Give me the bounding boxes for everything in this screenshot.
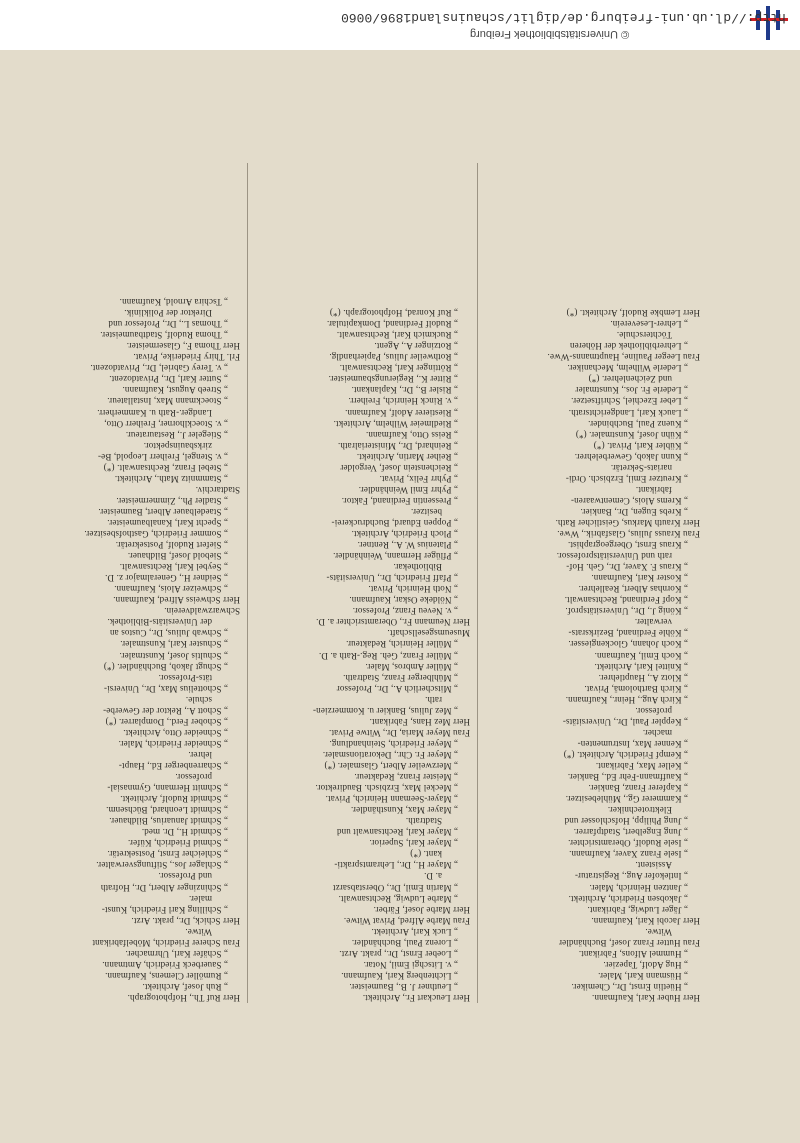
member-entry: „ Kenner Max, Instrumenten- — [577, 738, 688, 749]
member-entry: „ Ploch Friedrich, Architekt. — [351, 529, 458, 540]
member-entry: „ Lichtenberg Karl, Kaufmann. — [341, 970, 458, 981]
member-entry: „ Müller Franz, Geh. Reg.-Rath a. D. — [318, 650, 458, 661]
member-entry: „ Schuster Karl, Kunstmaler. — [120, 639, 228, 650]
member-entry: „ Kühn Josef, Kunstmaler. (*) — [575, 429, 688, 440]
member-entry: Frl. Thiry Friederike, Privat. — [133, 352, 240, 363]
member-entry: „ Schmidt Januarius, Bildhauer. — [109, 816, 228, 827]
member-entry: „ Mez Julius, Bankier u. Kommerzien- — [312, 705, 458, 716]
member-entry: „ Mayer Max, Kunsthändler. — [350, 805, 458, 816]
member-entry: „ Lehrerbibliothek der Höheren — [569, 341, 688, 352]
member-entry: „ Isele Rudolf, Oberamtsrichter. — [567, 838, 688, 849]
member-entry: a. D. — [424, 871, 442, 882]
column-divider — [247, 163, 248, 1003]
member-entry: „ Marbe Ludwig, Rechtsanwalt. — [338, 893, 458, 904]
member-entry: „ Scharrenberger Ed., Haupt- — [118, 761, 228, 772]
member-entry: „ Kirch Bartholomä, Privat. — [584, 683, 688, 694]
member-entry: „ Risler B., Dr., Kaplankant. — [351, 385, 458, 396]
member-entry: „ Schlager Jos., Stiftungsverwalter. — [96, 860, 228, 871]
member-entry: „ Jäger Ludwig, Fabrikant. — [587, 904, 688, 915]
member-entry: „ Kornhas Albert, Reallehrer. — [578, 584, 688, 595]
member-entry: „ Nöldeke Oskar, Kaufmann. — [349, 595, 458, 606]
member-entry: Stadtrath. — [405, 816, 442, 827]
viewer-header — [0, 0, 800, 51]
member-entry: „ Isele Franz Xaver, Kaufmann. — [568, 849, 688, 860]
member-entry: „ Pyhrr Emil Weinhändler. — [358, 484, 458, 495]
member-column-1 — [485, 143, 700, 1003]
member-entry: „ Kuenz Paul, Buchbinder. — [588, 418, 688, 429]
member-entry: „ Krebs Eugen, Dr., Bankier. — [580, 506, 688, 517]
member-entry: „ Jantzen Heinrich, Maler. — [589, 882, 688, 893]
member-entry: und Zeichenlehrer. (*) — [588, 374, 672, 385]
member-entry: „ Sauerbeck Friedrich, Amtmann. — [102, 959, 228, 970]
member-entry: „ Hummel Alfons, Fabrikant. — [578, 948, 688, 959]
member-entry: „ Kunn Jakob, Gewerbelehrer. — [574, 451, 688, 462]
member-entry: „ Schmitt Hermann, Gymnasial- — [107, 783, 228, 794]
member-entry: „ Kreutzer Emil, Erzbisch. Ordi- — [565, 473, 688, 484]
member-entry: Frau Scherer Friedrich, Möbelfabrikant — [92, 937, 240, 948]
member-entry: „ Leber Ezechiel, Schriftsetzer. — [571, 396, 688, 407]
member-entry: „ Röttinger Karl, Rechtsanwalt. — [339, 363, 458, 374]
member-entry: Herr Mez Hans, Fabrikant. — [369, 716, 470, 727]
member-entry: „ Leuthner J. B., Baumeister. — [349, 981, 458, 992]
member-entry: „ Intlekofer Aug., Registratur- — [574, 871, 688, 882]
member-entry: besitzer. — [410, 506, 442, 517]
member-entry: „ Schugt Jakob, Buchhändler. (*) — [103, 661, 228, 672]
member-entry: „ Schilling Karl Friedrich, Kunst- — [101, 904, 228, 915]
member-entry: Frau Hutter Franz Josef, Buchhändler — [558, 937, 700, 948]
source-url[interactable]: http://dl.ub.uni-freiburg.de/diglit/schauinsland1896/0060 — [341, 10, 786, 25]
member-entry: Herr Krauth Markus, Geistlicher Rath. — [555, 517, 700, 528]
member-entry: „ Hüsmann Karl, Maler. — [597, 970, 688, 981]
member-entry: „ Pressentin Ferdinand, Faktor. — [341, 495, 458, 506]
member-entry: lehrer. — [188, 749, 212, 760]
member-entry: „ Krems Alois, Cementwaaren- — [570, 495, 688, 506]
member-entry: Frau Krauss Julius, Glasfabrik., Wwe. — [557, 529, 700, 540]
member-entry: Töchterschule. — [616, 330, 672, 341]
member-entry: „ Pyhrr Felix, Privat. — [379, 473, 458, 484]
member-entry: Herr Schweiss Alfred, Kaufmann. — [113, 595, 240, 606]
member-entry: „ Seidner H., Generalmajor z. D. — [104, 573, 228, 584]
member-entry: Stadtarchiv. — [195, 484, 240, 495]
member-entry: „ Schneider Otto, Architekt. — [123, 727, 228, 738]
member-entry: „ Schober Ferd., Domplarrer. (*) — [105, 716, 228, 727]
member-entry: „ Mayer-Seemann Heinrich, Privat. — [325, 794, 458, 805]
member-entry: Bibliothekar. — [393, 562, 442, 573]
member-entry: „ Keppler Paul, Dr., Universitäts- — [562, 716, 688, 727]
member-entry: „ Reinhard, Dr., Ministerialrath. — [337, 440, 458, 451]
member-entry: „ Poppen Eduard, Buchdruckerei- — [331, 517, 458, 528]
member-entry: „ Müller Ambros, Maler. — [365, 661, 458, 672]
member-entry: „ Stammnitz Math., Architekt. — [114, 473, 228, 484]
column-divider — [477, 163, 478, 1003]
member-entry: „ Kapferer Franz, Bankier. — [588, 783, 688, 794]
member-entry: „ Ritter K., Regierungsbaumeister. — [328, 374, 458, 385]
member-entry: maler. — [188, 893, 212, 904]
member-entry: „ Schäfer Karl, Uhrmacher. — [125, 948, 228, 959]
member-entry: „ Sommer Friedrich, Gasthofsbesitzer. — [84, 529, 228, 540]
member-column-3 — [70, 143, 240, 1003]
member-list — [75, 143, 700, 1003]
member-entry: „ Koch Emil, Kaufmann. — [594, 650, 688, 661]
member-entry: „ Rothweiler Julius, Papierhandlg. — [329, 352, 458, 363]
member-entry: „ Lehrer-Lesevereín. — [610, 319, 688, 330]
member-entry: Schwarzwaldverein. — [164, 606, 240, 617]
member-entry: professor. — [635, 705, 672, 716]
member-entry: Herr Ruf Th., Hofphotograph. — [127, 993, 240, 1003]
member-entry: „ Mitscherlich A., Dr., Professor — [336, 683, 458, 694]
member-entry: „ Ruh Josef, Architekt. — [142, 981, 228, 992]
member-entry: „ Rumöller Clemens, Kaufmann. — [104, 970, 228, 981]
member-entry: Witwe. — [645, 926, 672, 937]
member-entry: „ Thoma Rudolf, Stadtbaumeister. — [100, 330, 228, 341]
member-entry: „ Meckel Max, Erzbisch. Baudirektor. — [315, 783, 458, 794]
member-entry: Assistent. — [635, 860, 672, 871]
member-entry: „ Schmidt Leonhard, Büchsenm. — [105, 805, 228, 816]
member-entry: „ Luck Karl, Architekt. — [371, 926, 458, 937]
member-entry: „ Pfaff Friedrich, Dr., Universitäts- — [326, 573, 458, 584]
member-entry: „ Mayer H., Dr., Lehramtsprakti- — [334, 860, 458, 871]
member-entry: „ Schneider Friedrich, Maler. — [118, 738, 228, 749]
page-content-rotated — [0, 50, 800, 1143]
member-entry: Herr Leuckart Fr., Architekt. — [362, 993, 470, 1003]
member-entry: „ Hug Adolf, Tapezier. — [603, 959, 688, 970]
member-entry: „ Knittel Karl, Architekt. — [594, 661, 688, 672]
member-column-2 — [255, 143, 470, 1003]
member-entry: „ Meyer Friedrich, Steinhandlung. — [329, 738, 458, 749]
member-entry: Herr Schick, Dr., prakt. Arzt. — [131, 915, 240, 926]
member-entry: „ Reiher Martin, Architekt. — [356, 451, 458, 462]
member-entry: „ Jung Philipp, Hofschlosser und — [564, 816, 688, 827]
member-entry: „ Schottelius Max, Dr., Universi- — [103, 683, 228, 694]
member-entry: „ Streeb August, Kaufmann. — [122, 385, 228, 396]
member-entry: „ Merzweiler Albert, Glasmaler. (*) — [324, 761, 458, 772]
member-entry: Herr Marbe Josef, Färber. — [373, 904, 470, 915]
member-entry: „ Jakobsen Friedrich, Architekt. — [568, 893, 688, 904]
member-entry: „ Ruckmich Karl, Rechtsanwalt. — [336, 330, 458, 341]
member-entry: nariats-Sekretär. — [610, 462, 672, 473]
member-entry: „ Martin Emil, Dr., Oberstabsarzt — [332, 882, 458, 893]
member-entry: „ Koch Johann, Glockengiesser. — [568, 639, 688, 650]
member-entry: „ Kopf Ferdinand, Rechtsanwalt. — [564, 595, 688, 606]
member-entry: rath. — [425, 694, 442, 705]
member-entry: „ Stiegeler J., Restaurateur. — [125, 429, 228, 440]
member-entry: „ Schweizer Alois, Kaufmann. — [114, 584, 228, 595]
member-entry: Frau Meyer Maria, Dr., Witwe Privat. — [328, 727, 470, 738]
member-entry: „ Schmidt Rudolf, Architekt. — [120, 794, 228, 805]
member-entry: „ Kammerer Gg., Mühlebesitzer. — [565, 794, 688, 805]
member-entry: Elektrotechniker. — [607, 805, 672, 816]
member-entry: „ Riedlmeier Wilhelm, Architekt. — [333, 418, 458, 429]
member-entry: „ Kübler Karl, Privat. (*) — [593, 440, 688, 451]
member-entry: und Professor. — [158, 871, 212, 882]
member-entry: „ Meister Franz, Redakteur. — [354, 772, 458, 783]
member-entry: Museumsgesellschaft. — [387, 628, 470, 639]
member-entry: „ Müller Heinrich, Redakteur. — [345, 639, 458, 650]
member-entry: „ Kempf Friedrich, Architekt. (*) — [563, 749, 688, 760]
member-entry: „ Staedelbauer Albert, Baumeister. — [98, 506, 228, 517]
member-entry: „ Rotzinger A., Agent. — [374, 341, 458, 352]
member-entry: „ Lederle Fr. Jos., Kunstmaler — [575, 385, 688, 396]
member-entry: kant. (*) — [410, 849, 442, 860]
member-entry: „ Lorenz Paul, Buchhändler. — [351, 937, 458, 948]
member-entry: „ v. Terey Gabriel, Dr., Privatdozent. — [90, 363, 228, 374]
member-entry: „ Noth Heinrich, Privat. — [368, 584, 458, 595]
member-entry: „ Seybel Karl, Rechtsanwalt. — [119, 562, 228, 573]
member-entry: „ v. Stengel, Freiherr Leopold, Be- — [97, 451, 228, 462]
member-entry: „ Reiss Otto, Kaufmann. — [365, 429, 458, 440]
member-entry: fabrikant. — [635, 484, 672, 495]
member-entry: „ Sutter Karl, Dr., Privatdozent. — [109, 374, 228, 385]
member-entry: Witwe. — [185, 926, 212, 937]
member-entry: professor. — [175, 772, 212, 783]
scanned-page — [0, 50, 800, 1143]
member-entry: „ Schwab Julius, Dr., Custos an — [109, 628, 228, 639]
member-entry: „ Koster Karl, Kaufmann. — [591, 573, 688, 584]
member-entry: „ Kauffmann-Fehr Ed., Bankier. — [567, 772, 688, 783]
member-entry: „ Schultis Josef, Kunstmaler. — [119, 650, 228, 661]
member-entry: „ Thomas L., Dr., Professor und — [108, 319, 228, 330]
member-entry: „ Stoeckmann Max, Installateur. — [107, 396, 228, 407]
member-entry: „ Klotz A., Hauptlehrer. — [598, 672, 688, 683]
member-entry: „ Kirch Aug., Heinr., Kaufmann. — [565, 694, 688, 705]
member-entry: „ Schmidt H., Dr. med. — [141, 827, 228, 838]
member-entry: Landger.-Rath u. Kammerherr. — [97, 407, 212, 418]
member-entry: „ Mühlberger Franz, Stadtrath. — [342, 672, 458, 683]
member-entry: „ v. Rinck Heinrich, Freiherr. — [348, 396, 458, 407]
member-entry: „ Platenius W. A., Rentner. — [357, 540, 458, 551]
member-entry: „ König J., Dr., Universitätsprof. — [565, 606, 688, 617]
member-entry: „ Keller Max, Fabrikant. — [595, 761, 688, 772]
member-entry: „ Köhle Ferdinand, Bezirksrats- — [568, 628, 688, 639]
member-entry: „ Ruf Konrad, Hofphotograph. (*) — [329, 308, 458, 319]
member-entry: „ Schinzinger Albert, Dr., Hofrath — [100, 882, 228, 893]
member-entry: „ v. Neveu Franz, Professor. — [352, 606, 458, 617]
member-entry: „ Tschira Arnold, Kaufmann. — [119, 297, 228, 308]
member-entry: Herr Thoma F., Glasermeister. — [126, 341, 240, 352]
member-entry: „ Jung Engelbert, Stadtpfarrer. — [573, 827, 688, 838]
member-entry: verwalter. — [634, 617, 672, 628]
member-entry: „ Kraus Ernst, Obergeographist. — [567, 540, 688, 551]
member-entry: „ Lederle Wilhelm, Mechaniker. — [567, 363, 688, 374]
member-entry: „ Mayer Karl, Rechtsanwalt und — [336, 827, 458, 838]
member-entry: Herr Huber Karl, Kaufmann. — [591, 993, 700, 1003]
member-entry: der Universitäts-Bibliothek. — [107, 617, 212, 628]
member-entry: „ v. Stoecklhorner, Freiherr Otto, — [104, 418, 228, 429]
member-entry: „ Pflüger Hermann, Weinhändler. — [333, 551, 458, 562]
member-entry: „ Rudolf Ferdinand, Domkapitular. — [326, 319, 458, 330]
member-entry: „ Mayer Karl, Superior. — [369, 838, 458, 849]
member-entry: „ Loeber Ernst, Dr., prakt. Arzt. — [339, 948, 458, 959]
member-entry: „ Hüetlin Ernst, Dr., Chemiker. — [571, 981, 688, 992]
member-entry: täts-Professor. — [158, 672, 212, 683]
member-entry: rath und Universitätsprofessor. — [556, 551, 672, 562]
member-entry: „ Kraus F. Xaver, Dr., Geh. Hof- — [566, 562, 688, 573]
member-entry: Direktor der Poliklinik. — [124, 308, 212, 319]
member-entry: „ Meyer Fr. Chr., Dekorationsmaler. — [322, 749, 458, 760]
member-entry: „ Reichenstein Josef, Vergolder — [340, 462, 458, 473]
member-entry: „ Siefert Rudolf, Postsekretär. — [115, 540, 228, 551]
member-entry: „ Siebold Josef, Bildhauer. — [127, 551, 228, 562]
member-entry: schule. — [185, 694, 212, 705]
member-entry: „ Specht Karl, Kanalbaumeister. — [107, 517, 228, 528]
member-entry: Herr Neumann Fr., Oberamtsrichter a. D. — [315, 617, 470, 628]
member-entry: „ Schleicher Ernst, Postsekretär. — [107, 849, 228, 860]
member-entry: „ Stebel Franz, Rechtsanwalt. (*) — [103, 462, 228, 473]
member-entry: Herr Jacobi Karl, Kaufmann. — [591, 915, 700, 926]
member-entry: Frau Leeger Pauline, Hauptmanns-Wwe. — [547, 352, 700, 363]
member-entry: macher. — [642, 727, 672, 738]
member-entry: „ Schott A., Rektor der Gewerbe- — [102, 705, 228, 716]
member-entry: Frau Marbe Alfred, Privat Witwe. — [343, 915, 470, 926]
member-entry: „ Stadler Ph., Zimmermeister. — [116, 495, 228, 506]
member-entry: „ v. Litschgi Emil, Notar. — [363, 959, 458, 970]
member-entry: „ Lauck Karl, Landgerichtsrath. — [568, 407, 688, 418]
member-entry: Herr Lembke Rudolf, Architekt. (*) — [566, 308, 700, 319]
member-entry: „ Riestierer Adolf, Kaufmann. — [344, 407, 458, 418]
member-entry: „ Schmid Friedrich, Küfer. — [127, 838, 228, 849]
copyright-notice: © Universitätsbibliothek Freiburg — [470, 28, 630, 40]
member-entry: zirksbauinspektor. — [143, 440, 212, 451]
